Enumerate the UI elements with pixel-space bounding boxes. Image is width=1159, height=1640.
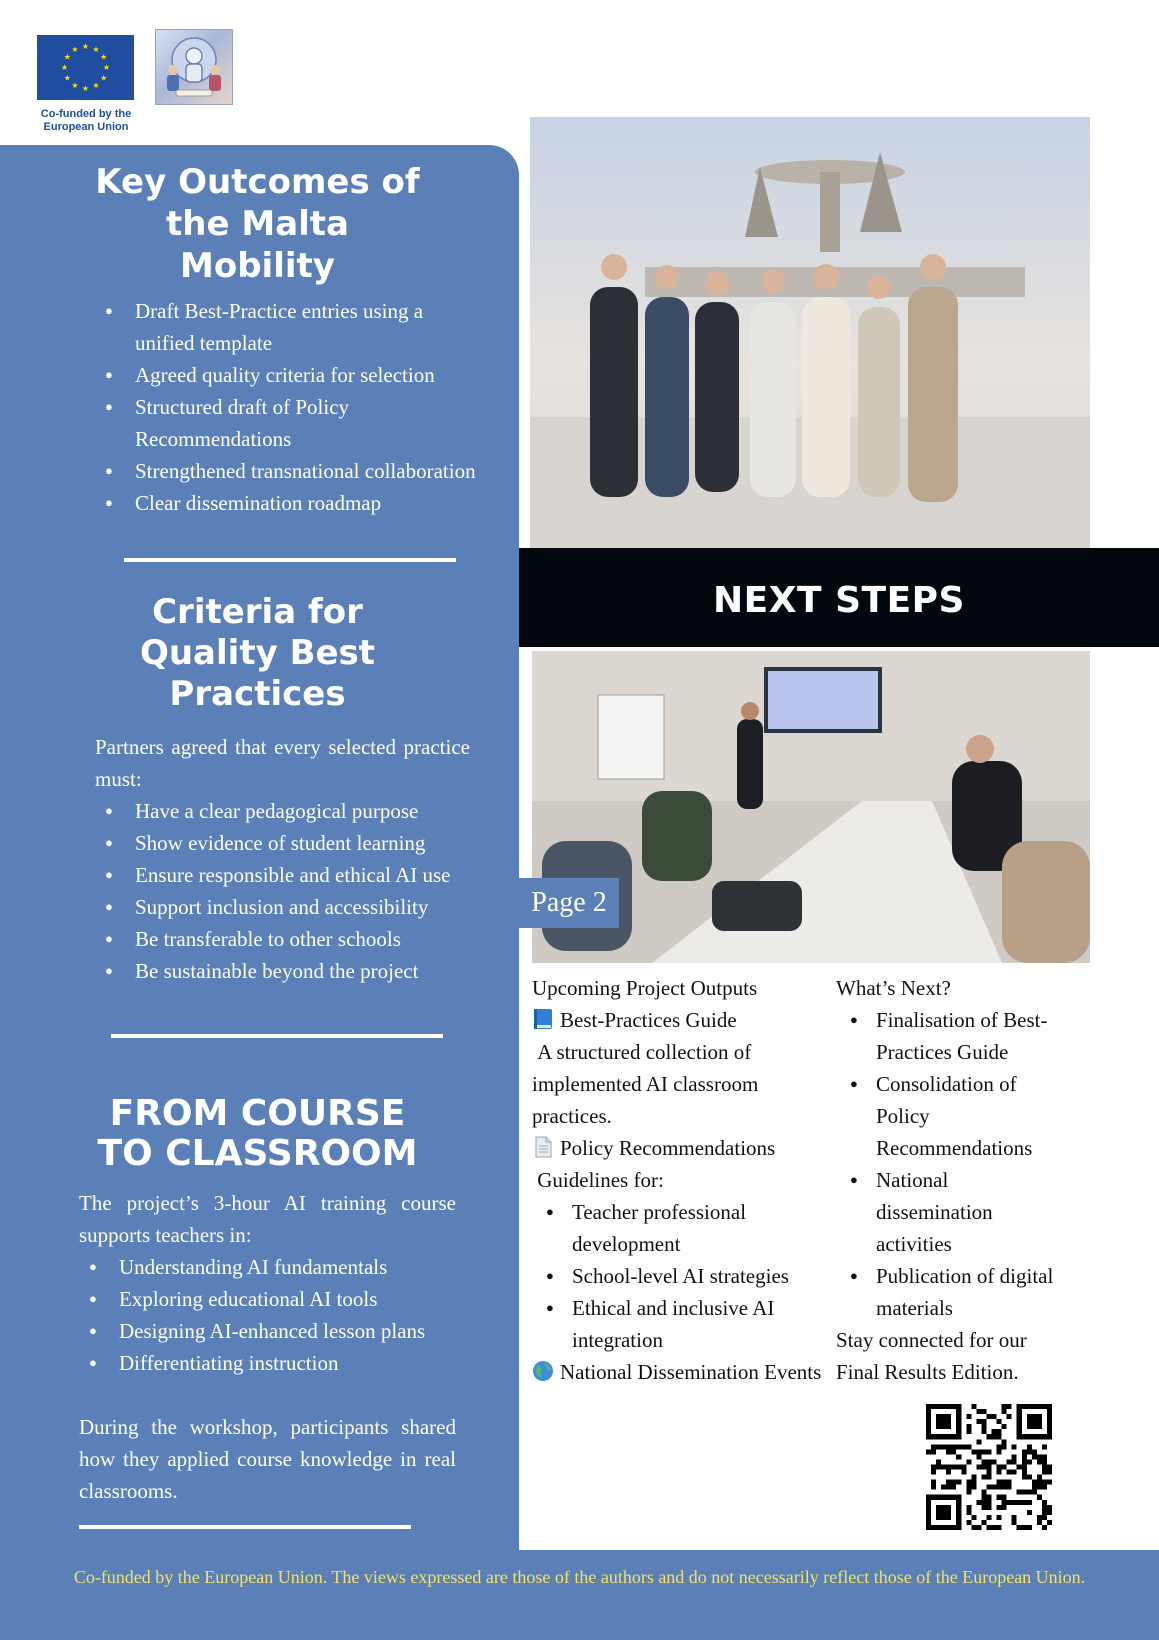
list-item: ● Clear dissemination roadmap: [95, 487, 480, 519]
course-intro: The project’s 3-hour AI training course supports teachers in:: [79, 1191, 456, 1247]
course-list: [79, 1251, 456, 1379]
divider: [124, 558, 456, 562]
list-item: ● Have a clear pedagogical purpose: [95, 795, 475, 827]
list-item: ● Finalisation of Best-Practices Guide: [836, 1004, 1096, 1068]
list-item: ● Agreed quality criteria for selection: [95, 359, 480, 391]
list-item: ● Structured draft of Policy Recommendations: [95, 391, 480, 455]
list-item: ● Designing AI-enhanced lesson plans: [79, 1315, 456, 1347]
next-steps-title: NEXT STEPS: [713, 580, 965, 621]
policy-list: [532, 1196, 822, 1356]
list-item: ● Understanding AI fundamentals: [79, 1251, 456, 1283]
criteria-intro: Partners agreed that every selected practice must:: [95, 735, 470, 791]
events-title-line: National Dissemination Events: [532, 1356, 822, 1388]
criteria-title: Criteria for Quality Best Practices: [139, 592, 376, 714]
document-icon: [532, 1136, 554, 1158]
list-item: ● Exploring educational AI tools: [79, 1283, 456, 1315]
eu-star-icon: ★: [60, 63, 69, 72]
eu-star-icon: ★: [71, 44, 79, 54]
eu-star-icon: ★: [100, 73, 108, 83]
group-photo: [530, 117, 1090, 565]
list-item: ● Show evidence of student learning: [95, 827, 475, 859]
page-number-label: Page 2: [519, 878, 619, 928]
outputs-column: [532, 972, 822, 1388]
footer-disclaimer: Co-funded by the European Union. The views expressed are those of the authors and do not necessarily reflect those of the European Union.: [73, 1567, 1086, 1587]
list-item: ● Consolidation of Policy Recommendations: [836, 1068, 1096, 1164]
outputs-heading: Upcoming Project Outputs: [532, 976, 758, 1000]
list-item: ● Publication of digital materials: [836, 1260, 1096, 1324]
guide-title-line: Best-Practices Guide: [532, 1004, 822, 1036]
eu-star-icon: ★: [81, 42, 90, 51]
next-steps-bar: [519, 548, 1159, 647]
left-panel: [0, 145, 519, 1550]
key-outcomes-title: Key Outcomes of the Malta Mobility: [95, 162, 420, 286]
policy-intro: Guidelines for:: [532, 1168, 664, 1192]
eu-star-icon: ★: [81, 84, 90, 93]
criteria-list: [95, 795, 475, 987]
list-item: ● Strengthened transnational collaboration: [95, 455, 480, 487]
globe-icon: [532, 1360, 554, 1382]
whats-next-heading: What’s Next?: [836, 976, 951, 1000]
policy-title-line: Policy Recommendations: [532, 1132, 822, 1164]
course-title: FROM COURSE TO CLASSROOM: [97, 1093, 418, 1174]
list-item: ● Differentiating instruction: [79, 1347, 456, 1379]
list-item: ● School-level AI strategies: [532, 1260, 822, 1292]
divider: [111, 1034, 443, 1038]
list-item: ● Ethical and inclusive AI integration: [532, 1292, 822, 1356]
list-item: ● Ensure responsible and ethical AI use: [95, 859, 475, 891]
course-outro: During the workshop, participants shared how they applied course knowledge in real classrooms.: [79, 1415, 456, 1503]
list-item: ● Teacher professional development: [532, 1196, 822, 1260]
eu-flag-icon: [37, 35, 134, 100]
footer: [0, 1550, 1159, 1640]
ai-education-logo-icon: [155, 29, 233, 105]
eu-caption: Co-funded by the European Union: [40, 108, 132, 133]
closing-text: Stay connected for our Final Results Edition.: [836, 1328, 1027, 1384]
whats-next-list: [836, 1004, 1096, 1324]
key-outcomes-list: [95, 295, 480, 519]
eu-star-icon: ★: [63, 52, 71, 62]
list-item: ● Be sustainable beyond the project: [95, 955, 475, 987]
eu-star-icon: ★: [63, 73, 71, 83]
list-item: ● National dissemination activities: [836, 1164, 1096, 1260]
qr-code-icon[interactable]: [926, 1404, 1052, 1530]
divider: [79, 1525, 411, 1529]
whats-next-column: [836, 972, 1096, 1388]
eu-star-icon: ★: [100, 52, 108, 62]
list-item: ● Be transferable to other schools: [95, 923, 475, 955]
eu-star-icon: ★: [92, 44, 100, 54]
eu-star-icon: ★: [102, 63, 111, 72]
guide-description: A structured collection of implemented AI classroom practices.: [532, 1040, 764, 1128]
list-item: ● Draft Best-Practice entries using a unified template: [95, 295, 480, 359]
eu-star-icon: ★: [71, 81, 79, 91]
blue-book-icon: [532, 1008, 554, 1030]
eu-star-icon: ★: [92, 81, 100, 91]
list-item: ● Support inclusion and accessibility: [95, 891, 475, 923]
